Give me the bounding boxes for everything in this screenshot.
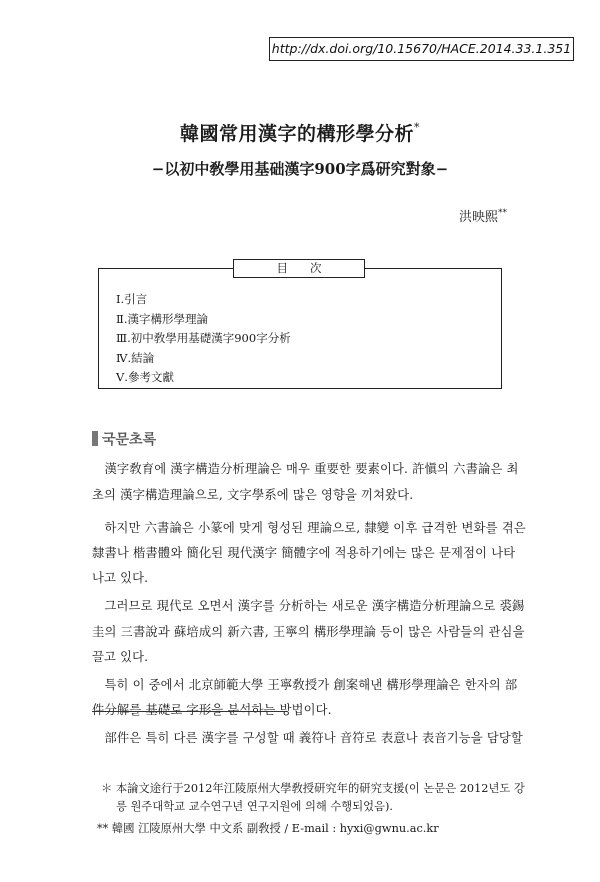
abstract-line: 하지만 六書論은 小篆에 맞게 형성된 理論으로, 隸變 이후 급격한 변화를 겪은 [92,521,526,535]
abstract-line: 部件은 특히 다른 漢字를 구성할 때 義符나 音符로 表意나 表音기능을 담당할 [92,731,523,745]
paper-title-text: 韓國常用漢字的構形學分析 [179,123,414,145]
footnote-rule [92,711,287,712]
abstract-line: 圭의 三書說과 蘇培成의 新六書, 王寧의 構形學理論 등이 많은 사람들의 관심을 [92,625,525,639]
heading-bar-marker [92,431,98,446]
toc-item: Ⅴ.參考文獻 [116,370,174,384]
toc-item: Ⅳ.結論 [116,350,155,365]
footnote-line: ** 韓國 江陵原州大學 中文系 副敎授 / E-mail : hyxi@gwnu.ac.kr [97,822,439,835]
doi-box [269,37,574,61]
abstract-line: 件分解를 基礎로 字形을 분석하는 방법이다. [92,703,332,717]
paper-title [0,119,600,146]
toc-label: 目次 [233,259,365,278]
abstract-line: 그러므로 現代로 오면서 漢字를 分析하는 새로운 漢字構造分析理論으로 裘錫 [92,599,525,613]
toc-item: Ⅱ.漢字構形學理論 [116,311,208,326]
abstract-heading [92,429,156,449]
abstract-line: 초의 漢字構造理論으로, 文字學系에 많은 영향을 끼쳐왔다. [92,488,414,502]
footnote-line: ＊ 本論文途行于2012年江陵原州大學敎授研究年的研究支援(이 논문은 2012년도 강 [101,782,525,795]
toc-item: Ⅲ.初中敎學用基礎漢字900字分析 [116,331,291,345]
doi-link[interactable]: http://dx.doi.org/10.15670/HACE.2014.33.1.351 [271,41,572,56]
abstract-line: 끌고 있다. [92,650,149,664]
toc-item: Ⅰ.引言 [116,292,148,306]
abstract-line: 나고 있다. [92,571,149,585]
abstract-line: 특히 이 중에서 北京師範大學 王寧敎授가 創案해낸 構形學理論은 한자의 部 [92,678,518,692]
paper-subtitle: −以初中敎學用基础漢字900字爲研究對象− [151,160,449,178]
abstract-line: 隸書나 楷書體와 簡化된 現代漢字 簡體字에 적용하기에는 많은 문제점이 나타 [92,546,516,560]
author-footnote-mark: ** [498,208,507,218]
author-name: 洪映熙 [458,210,498,225]
author [459,206,507,225]
title-footnote-mark: * [414,121,420,134]
toc-list [116,290,291,388]
footnote-line: 릉 원주대학교 교수연구년 연구지원에 의해 수행되었음). [116,800,393,813]
abstract-heading-text: 국문초록 [102,432,157,448]
abstract-line: 漢字敎育에 漢字構造分析理論은 매우 重要한 要素이다. 許愼의 六書論은 최 [92,462,519,476]
